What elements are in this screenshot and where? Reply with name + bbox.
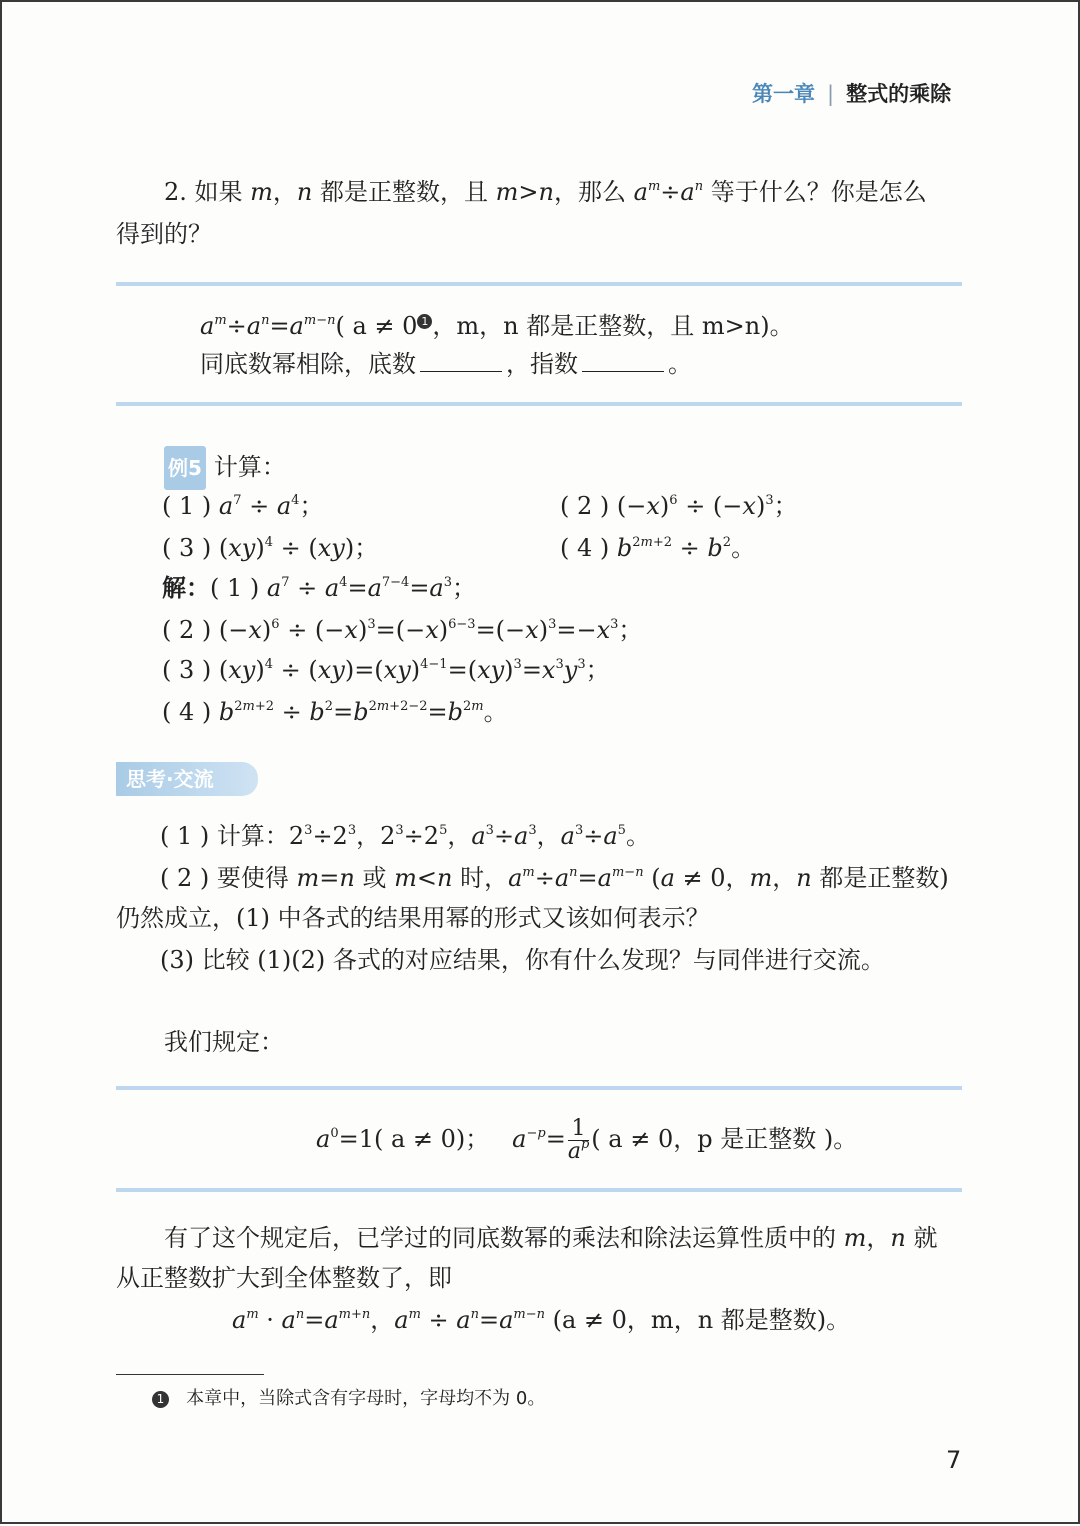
example-item-2: ( 2 ) $(-x)^6 \div (-x)^3$； — [560, 492, 798, 520]
solution-3: ( 3 ) $(xy)^4 \div (xy)=(xy)^{4-1}=(xy)^3=x^3y^3$； — [162, 656, 610, 684]
footnote-divider — [116, 1374, 264, 1375]
rule-text-exponent: ，指数 — [506, 350, 578, 378]
think-item-2: ( 2 ) 要使得 m=n 或 m<n 时，$a^m\div a^n=a^{m-n}$ (a ≠ 0，m，n 都是正整数) — [160, 864, 949, 892]
division-rule-formula: $a^m\div a^n=a^{m-n}$( a ≠ 0 1 ，m，n 都是正整数，且 m>n)。 — [200, 312, 794, 340]
chapter-label: 第一章 — [752, 82, 815, 106]
example-item-1: ( 1 ) $a^7 \div a^4$； — [162, 492, 324, 520]
think-discuss-label: 思考·交流 — [116, 762, 258, 796]
definition-box — [116, 1086, 962, 1192]
definition-intro: 我们规定： — [164, 1028, 284, 1056]
division-rule-text — [200, 344, 692, 384]
definition-formulas: $a^0=1$( a ≠ 0)； $a^{-p}=$ $\frac{1}{a^p}$ ( a ≠ 0，p 是正整数 )。 — [316, 1116, 858, 1164]
example-badge: 例5 — [164, 446, 206, 490]
rule-condition-start: ( a ≠ 0 — [335, 312, 418, 340]
solution-1: 解：( 1 ) $a^7 \div a^4=a^{7-4}=a^3$； — [162, 573, 477, 602]
example-item-4: ( 4 ) $b^{2m+2} \div b^2$。 — [560, 534, 756, 562]
solution-4: ( 4 ) $b^{2m+2} \div b^2=b^{2m+2-2}=b^{2m}$。 — [162, 698, 508, 726]
footnote-text: 本章中，当除式含有字母时，字母均不为 0。 — [186, 1388, 546, 1409]
example-5-heading — [164, 446, 286, 490]
footnote — [152, 1384, 545, 1410]
example-item-3: ( 3 ) (xy)$^4$ ÷ (xy)； — [162, 534, 379, 562]
solution-2: ( 2 ) $(-x)^6 \div (-x)^3=(-x)^{6-3}=(-x)^3=-x^3$； — [162, 616, 643, 644]
blank-exponent — [582, 349, 664, 372]
zero-exponent-rule: =1( a ≠ 0)； — [338, 1125, 490, 1153]
blank-base — [420, 349, 502, 372]
reciprocal-fraction — [568, 1118, 589, 1163]
chapter-title: 整式的乘除 — [846, 82, 952, 106]
header-separator: | — [827, 82, 835, 106]
general-rule-condition: (a ≠ 0，m，n 都是整数)。 — [552, 1306, 851, 1334]
footnote-number-icon: 1 — [152, 1391, 169, 1408]
rule-text-base: 同底数幂相除，底数 — [200, 350, 416, 378]
think-item-2-line2: 仍然成立，(1) 中各式的结果用幂的形式又该如何表示？ — [116, 904, 710, 932]
paragraph-line1: 有了这个规定后，已学过的同底数幂的乘法和除法运算性质中的 m，n 就 — [164, 1224, 938, 1252]
question-2-line1: 2. 如果 m，n 都是正整数，且 m>n，那么 $a^m\div a^n$ 等于什么？你是怎么 — [164, 178, 927, 206]
page-number: 7 — [946, 1446, 962, 1474]
rule-text-end: 。 — [668, 350, 692, 378]
paragraph-line2: 从正整数扩大到全体整数了，即 — [116, 1264, 452, 1292]
footnote-ref-icon: 1 — [417, 314, 432, 329]
negative-exponent-condition: ( a ≠ 0，p 是正整数 )。 — [591, 1125, 858, 1153]
running-header — [752, 78, 951, 108]
general-exponent-rules: $a^m \cdot a^n=a^{m+n}$，$a^m \div a^n=a^{m-n}$ (a ≠ 0，m，n 都是整数)。 — [232, 1306, 851, 1334]
rule-box — [116, 282, 962, 406]
think-item-1: ( 1 ) 计算：$2^3\div 2^3$，$2^3\div 2^5$，$a^3\div a^3$，$a^3\div a^5$。 — [160, 822, 650, 850]
fraction-denominator: $a^p$ — [567, 1137, 590, 1164]
rule-condition-rest: ，m，n 都是正整数，且 m>n)。 — [432, 312, 794, 340]
question-2-line2: 得到的？ — [116, 220, 212, 248]
think-item-3: (3) 比较 (1)(2) 各式的对应结果，你有什么发现？与同伴进行交流。 — [160, 946, 885, 974]
fraction-numerator: 1 — [568, 1118, 589, 1141]
example-title: 计算： — [213, 453, 286, 481]
